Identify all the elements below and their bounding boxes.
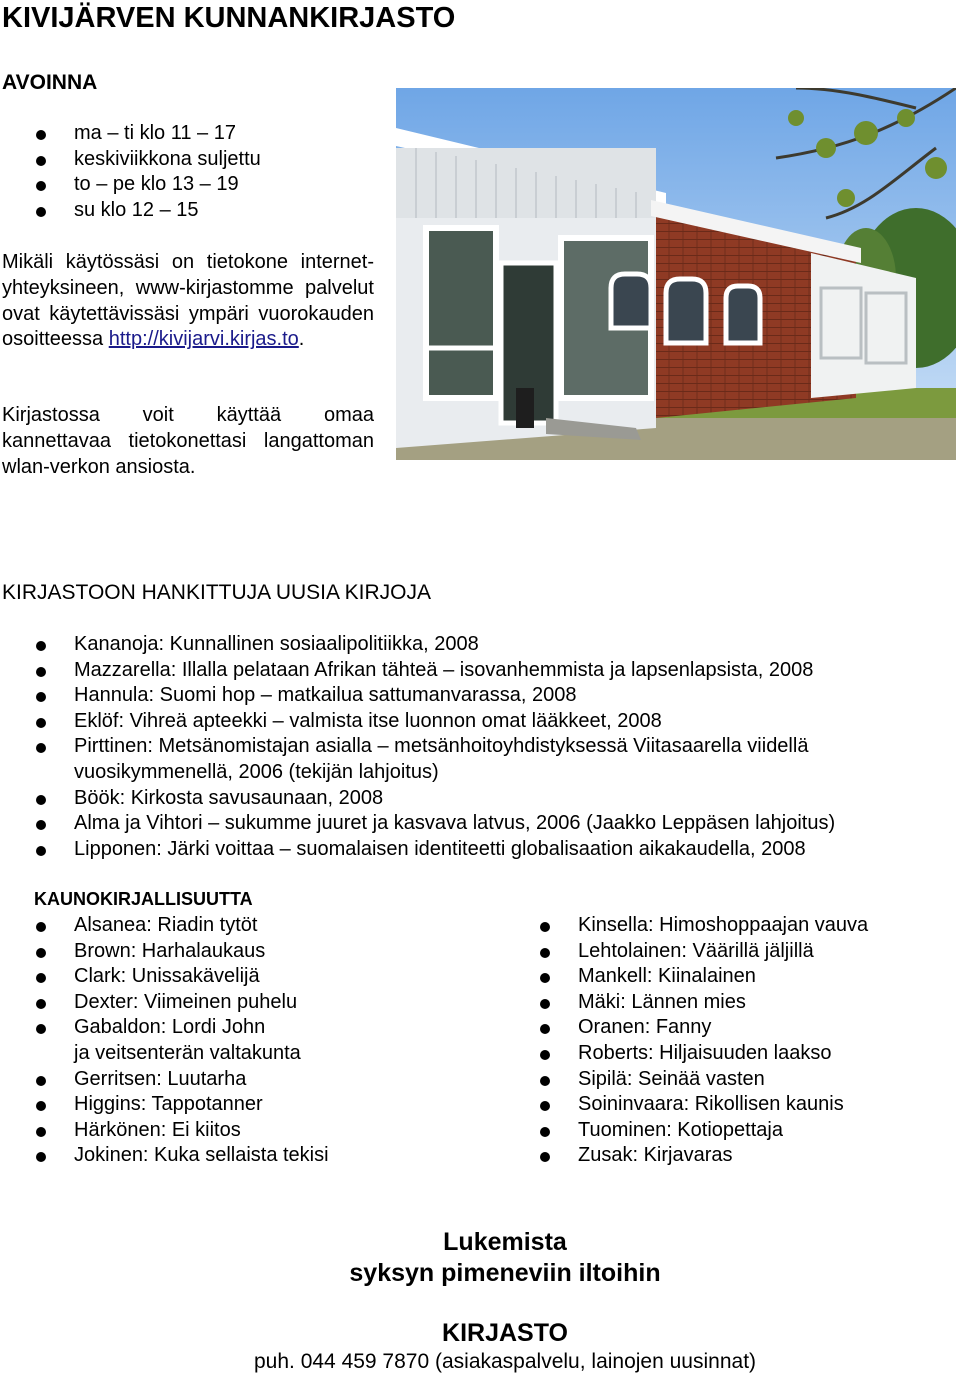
list-item: keskiviikkona suljettu bbox=[0, 147, 380, 173]
list-item: Alma ja Vihtori – sukumme juuret ja kasvava latvus, 2006 (Jaakko Leppäsen lahjoitus) bbox=[0, 811, 958, 837]
list-item: Gerritsen: Luutarha bbox=[0, 1067, 500, 1093]
list-item: ma – ti klo 11 – 17 bbox=[0, 121, 380, 147]
list-item: Hannula: Suomi hop – matkailua sattumanvarassa, 2008 bbox=[0, 683, 958, 709]
bullet-icon bbox=[36, 743, 46, 753]
bullet-icon bbox=[540, 999, 550, 1009]
opening-hours-list bbox=[0, 121, 380, 223]
opening-hours-heading: AVOINNA bbox=[2, 71, 98, 94]
online-services-paragraph: Mikäli käytössäsi on tietokone internet-yhteyksineen, www-kirjastomme palvelut ovat käytettävissäsi ympäri vuorokauden osoitteessa http://kivijarvi.kirjas.to. bbox=[2, 251, 374, 351]
list-item: Higgins: Tappotanner bbox=[0, 1092, 500, 1118]
new-books-list bbox=[0, 632, 958, 862]
library-building-photo bbox=[396, 88, 956, 460]
list-item: Alsanea: Riadin tytöt bbox=[0, 913, 500, 939]
bullet-icon bbox=[540, 1024, 550, 1034]
bullet-icon bbox=[36, 667, 46, 677]
bullet-icon bbox=[540, 1127, 550, 1137]
fiction-list-left bbox=[0, 913, 500, 1169]
bullet-icon bbox=[540, 948, 550, 958]
list-item: Brown: Harhalaukaus bbox=[0, 939, 500, 965]
bullet-icon bbox=[540, 1050, 550, 1060]
list-item: Sipilä: Seinää vasten bbox=[504, 1067, 954, 1093]
list-item: Roberts: Hiljaisuuden laakso bbox=[504, 1041, 954, 1067]
list-item: su klo 12 – 15 bbox=[0, 198, 380, 224]
bullet-icon bbox=[540, 973, 550, 983]
library-website-link[interactable]: http://kivijarvi.kirjas.to bbox=[108, 328, 299, 351]
bullet-icon bbox=[36, 181, 46, 191]
bullet-icon bbox=[36, 1127, 46, 1137]
bullet-icon bbox=[36, 130, 46, 140]
page-title: KIVIJÄRVEN KUNNANKIRJASTO bbox=[2, 2, 456, 34]
list-item: Kananoja: Kunnallinen sosiaalipolitiikka, 2008 bbox=[0, 632, 958, 658]
list-item: Jokinen: Kuka sellaista tekisi bbox=[0, 1143, 500, 1169]
list-item-continuation: ja veitsenterän valtakunta bbox=[74, 1041, 301, 1064]
list-item: Mäki: Lännen mies bbox=[504, 990, 954, 1016]
closing-line-2: syksyn pimeneviin iltoihin bbox=[349, 1259, 661, 1287]
bullet-icon bbox=[36, 1076, 46, 1086]
list-item: Lehtolainen: Väärillä jäljillä bbox=[504, 939, 954, 965]
bullet-icon bbox=[36, 156, 46, 166]
list-item: Pirttinen: Metsänomistajan asialla – metsänhoitoyhdistyksessä Viitasaarella viidellä bbox=[0, 734, 958, 760]
bullet-icon bbox=[36, 1152, 46, 1162]
bullet-icon bbox=[36, 1101, 46, 1111]
bullet-icon bbox=[36, 718, 46, 728]
list-item: Eklöf: Vihreä apteekki – valmista itse luonnon omat lääkkeet, 2008 bbox=[0, 709, 958, 735]
bullet-icon bbox=[36, 641, 46, 651]
list-item: Mazzarella: Illalla pelataan Afrikan tähteä – isovanhemmista ja lapsenlapsista, 2008 bbox=[0, 658, 958, 684]
bullet-icon bbox=[36, 948, 46, 958]
bullet-icon bbox=[36, 1024, 46, 1034]
list-item: Härkönen: Ei kiitos bbox=[0, 1118, 500, 1144]
list-item: Böök: Kirkosta savusaunaan, 2008 bbox=[0, 786, 958, 812]
closing-line-1: Lukemista bbox=[443, 1228, 567, 1256]
bullet-icon bbox=[36, 922, 46, 932]
phone-number: puh. 044 459 7870 (asiakaspalvelu, lainojen uusinnat) bbox=[253, 1350, 757, 1373]
new-books-heading: KIRJASTOON HANKITTUJA UUSIA KIRJOJA bbox=[2, 581, 432, 604]
bullet-icon bbox=[36, 846, 46, 856]
list-item: to – pe klo 13 – 19 bbox=[0, 172, 380, 198]
list-item: Clark: Unissakävelijä bbox=[0, 964, 500, 990]
list-item: Soininvaara: Rikollisen kaunis bbox=[504, 1092, 954, 1118]
list-item: Lipponen: Järki voittaa – suomalaisen identiteetti globalisaation aikakaudella, 2008 bbox=[0, 837, 958, 863]
bullet-icon bbox=[540, 1076, 550, 1086]
list-item: Gabaldon: Lordi John bbox=[0, 1015, 500, 1041]
bullet-icon bbox=[540, 922, 550, 932]
fiction-list-right bbox=[504, 913, 954, 1169]
bullet-icon bbox=[36, 999, 46, 1009]
list-item-continuation: vuosikymmenellä, 2006 (tekijän lahjoitus) bbox=[74, 760, 439, 783]
bullet-icon bbox=[540, 1152, 550, 1162]
bullet-icon bbox=[36, 795, 46, 805]
bullet-icon bbox=[36, 973, 46, 983]
list-item: Zusak: Kirjavaras bbox=[504, 1143, 954, 1169]
wlan-paragraph: Kirjastossa voit käyttää omaa kannettavaa tietokonettasi langattoman wlan-verkon ansiosta. bbox=[2, 404, 374, 478]
building-illustration bbox=[396, 88, 956, 460]
bullet-icon bbox=[540, 1101, 550, 1111]
list-item: Dexter: Viimeinen puhelu bbox=[0, 990, 500, 1016]
bullet-icon bbox=[36, 692, 46, 702]
library-signature: KIRJASTO bbox=[442, 1319, 568, 1347]
list-item: Tuominen: Kotiopettaja bbox=[504, 1118, 954, 1144]
list-item: Oranen: Fanny bbox=[504, 1015, 954, 1041]
bullet-icon bbox=[36, 207, 46, 217]
list-item: Mankell: Kiinalainen bbox=[504, 964, 954, 990]
fiction-heading: KAUNOKIRJALLISUUTTA bbox=[34, 889, 253, 909]
bullet-icon bbox=[36, 820, 46, 830]
list-item: Kinsella: Himoshoppaajan vauva bbox=[504, 913, 954, 939]
